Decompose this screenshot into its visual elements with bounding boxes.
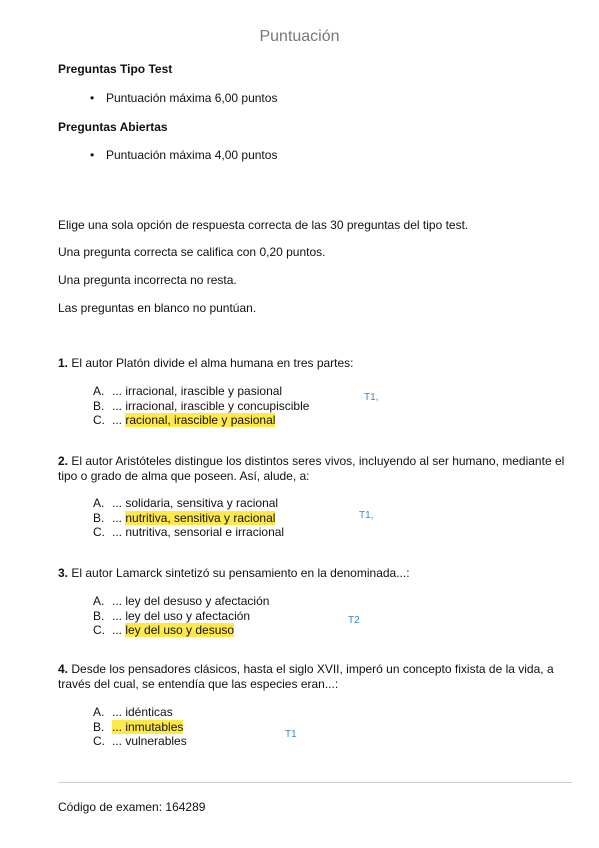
bullet-text: Puntuación máxima 6,00 puntos xyxy=(106,91,278,105)
question-3-options xyxy=(93,594,269,638)
question-number: 1. xyxy=(58,356,69,370)
option-b-correct: B. ... inmutables xyxy=(93,719,184,734)
bullet-dot-icon: • xyxy=(90,148,95,162)
section-heading-open: Preguntas Abiertas xyxy=(58,120,168,134)
option-b-correct: B. ... nutritiva, sensitiva y racional xyxy=(93,510,276,525)
option-b: B. ... irracional, irascible y concupiscible xyxy=(93,398,310,413)
option-c: C. ... nutritiva, sensorial e irracional xyxy=(93,525,285,539)
bullet-test-score xyxy=(90,91,277,105)
instruction-4: Las preguntas en blanco no puntúan. xyxy=(58,301,257,315)
option-a: A. ... solidaria, sensitiva y racional xyxy=(93,496,279,510)
topic-tag: T1, xyxy=(364,392,379,403)
question-2-text xyxy=(58,454,578,484)
bullet-open-score xyxy=(90,148,277,162)
question-1-options xyxy=(93,384,309,428)
topic-tag: T1 xyxy=(285,729,297,740)
question-text: El autor Aristóteles distingue los distintos seres vivos, incluyendo al ser humano, mediante el tipo o grado de alma que poseen. Así, alude, a: xyxy=(58,454,565,483)
question-4-text xyxy=(58,662,578,692)
highlighted-answer: nutritiva, sensitiva y racional xyxy=(125,510,276,525)
option-c-correct: C. ... ley del uso y desuso xyxy=(93,623,235,637)
highlighted-answer: racional, irascible y pasional xyxy=(125,413,276,427)
topic-tag: T2 xyxy=(348,615,360,626)
highlighted-answer: ... inmutables xyxy=(112,719,184,734)
question-number: 3. xyxy=(58,566,69,580)
instruction-3: Una pregunta incorrecta no resta. xyxy=(58,273,237,287)
option-c: C. ... vulnerables xyxy=(93,734,187,748)
instruction-2: Una pregunta correcta se califica con 0,20 puntos. xyxy=(58,245,326,259)
question-number: 2. xyxy=(58,454,69,468)
question-2-options xyxy=(93,496,284,540)
question-1-text xyxy=(58,356,578,371)
exam-code: Código de examen: 164289 xyxy=(58,800,206,814)
question-text: El autor Platón divide el alma humana en tres partes: xyxy=(71,356,354,370)
option-c-correct: C. ... racional, irascible y pasional xyxy=(93,413,276,427)
topic-tag: T1, xyxy=(359,510,374,521)
instruction-1: Elige una sola opción de respuesta correcta de las 30 preguntas del tipo test. xyxy=(58,218,469,232)
page-title: Puntuación xyxy=(259,28,340,45)
question-3-text xyxy=(58,566,578,581)
question-text: Desde los pensadores clásicos, hasta el siglo XVII, imperó un concepto fixista de la vida, a través del cual, se entendía que las especies eran...: xyxy=(58,662,554,691)
option-a: A. ... ley del desuso y afectación xyxy=(93,594,270,608)
highlighted-answer: ley del uso y desuso xyxy=(125,623,235,637)
option-a: A. ... irracional, irascible y pasional xyxy=(93,384,283,398)
option-a: A. ... idénticas xyxy=(93,705,173,719)
bullet-dot-icon: • xyxy=(90,91,95,105)
option-b: B. ... ley del uso y afectación xyxy=(93,608,251,623)
section-heading-test: Preguntas Tipo Test xyxy=(58,62,173,76)
question-number: 4. xyxy=(58,662,69,676)
question-text: El autor Lamarck sintetizó su pensamiento en la denominada...: xyxy=(71,566,410,580)
question-4-options xyxy=(93,705,187,749)
footer-divider xyxy=(58,782,572,783)
bullet-text: Puntuación máxima 4,00 puntos xyxy=(106,148,278,162)
